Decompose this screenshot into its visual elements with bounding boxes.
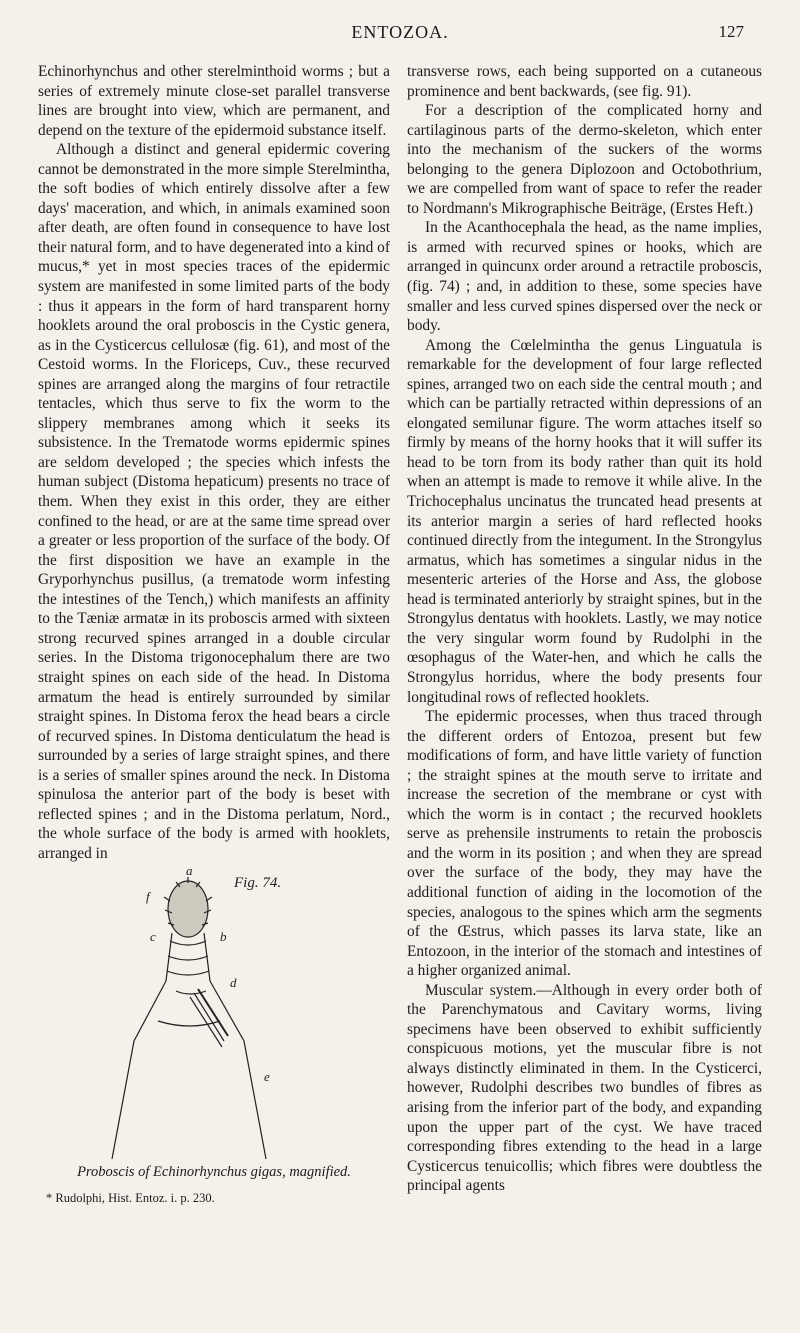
paragraph: Echinorhynchus and other sterelminthoid worms ; but a series of extremely minute close-set parallel transverse lines are brought into view, which are permanent, and depend on the texture of the epidermoid substance itself. — [38, 63, 390, 139]
paragraph: Among the Cœlelmintha the genus Linguatula is remarkable for the development of four large reflected spines, arranged two on each side the central mouth ; and which can be partially retracted within depressions of an elongated semilunar figure. The worm attaches itself so firmly by means of the horny hooks that it will suffer its head to be torn from its body rather than quit its hold when an attempt is made to remove it while alive. In the Trichocephalus uncinatus the truncated head presents at its anterior margin a series of hard reflected hooks continued directly from the integument. In the Strongylus armatus, which has sometimes a singular nidus in the mesenteric arteries of the Horse and Ass, the globose head is terminated anteriorly by straight spines, but in the Strongylus dentatus with hooklets. Lastly, we may notice the very singular worm found by Rudolphi in the œsophagus of the Water-hen, and which he calls the Strongylus horridus, where the body presents four longitudinal rows of reflected hooklets. — [407, 336, 762, 706]
figure-label-e: e — [264, 1069, 270, 1085]
figure-label-c: c — [150, 929, 156, 945]
paragraph: The epidermic processes, when thus traced through the different orders of Entozoa, present but few modifications of form, and have little variety of function ; the straight spines at the mouth serve to irritate and increase the secretion of the membrane or cyst with which the worm is in contact ; the recurved hooklets serve as prehensile instruments to retain the proboscis and the worm in its position ; and when they are spread over the surface of the body, they may have the additional function of aiding in the locomotion of the species, analogous to the spines which arm the segments of the Œstrus, which passes its larva state, like an Entozoon, in the interior of the stomach and intestines of a higher organized animal. — [407, 708, 762, 980]
figure-label-d: d — [230, 975, 237, 991]
left-column — [38, 62, 390, 1209]
right-column — [407, 62, 762, 1196]
page-number: 127 — [718, 22, 744, 41]
figure-caption: Proboscis of Echinorhynchus gigas, magnified. — [77, 1164, 351, 1181]
page-header — [0, 22, 800, 52]
footnote: * Rudolphi, Hist. Entoz. i. p. 230. — [46, 1190, 215, 1205]
paragraph: Although a distinct and general epidermic covering cannot be demonstrated in the more simple Sterelmintha, the soft bodies of which entirely dissolve after a few days' maceration, and which, in animals examined soon after death, are often found in consequence to have lost their natural form, and to have degenerated into a kind of mucus,* yet in most species traces of the epidermic system are manifested in some limited parts of the body : thus it appears in the form of hard transparent horny hooklets around the oral proboscis in the Cystic genera, as in the Cysticercus cellulosæ (fig. 61), and most of the Cestoid worms. In the Floriceps, Cuv., these recurved spines are arranged along the margins of four retractile tentacles, which thus serve to fix the worm to the slippery membranes among which it seeks its subsistence. In the Trematode worms epidermic spines are seldom developed ; the species which infests the human subject (Distoma hepaticum) presents no trace of them. When they exist in this order, they are either confined to the head, or are at the same time spread over a greater or less proportion of the surface of the body. Of the first disposition we have an example in the Gryporhynchus pusillus, (a trematode worm infesting the intestines of the Tench,) which manifests an affinity to the Tæniæ armatæ in its proboscis armed with sixteen strong recurved spines arranged in a double circular series. In the Distoma trigonocephalum there are two straight spines on each side of the head. In Distoma armatum the head is entirely surrounded by similar straight spines. In Distoma ferox the head bears a circle of recurved spines. In Distoma denticulatum the head is surrounded by a series of large straight spines, and there is a series of smaller spines around the neck. In Distoma spinulosa the anterior part of the body is beset with reflected spines ; and in the Distoma perlatum, Nord., the whole surface of the body is armed with hooklets, arranged in — [38, 141, 390, 862]
figure-74 — [38, 863, 390, 1159]
figure-label-f: f — [146, 889, 150, 905]
paragraph: Muscular system.—Although in every order both of the Parenchymatous and Cavitary worms, living specimens have been observed to exhibit sufficiently conspicuous motions, yet the muscular fibre is not always distinctly eliminated in them. In the Cysticerci, however, Rudolphi describes two bundles of fibres as arising from the inferior part of the body, and expanding upon the upper part of the cyst. We have traced corresponding fibres extending to the head in a large Cysticercus tenuicollis; which fibres were doubtless the principal agents — [407, 981, 762, 1195]
proboscis-illustration — [38, 863, 390, 1159]
paragraph: In the Acanthocephala the head, as the name implies, is armed with recurved spines or hooks, which are arranged in quincunx order around a retractile proboscis, (fig. 74) ; and, in addition to these, some species have smaller and less curved spines dispersed over the neck or body. — [407, 219, 762, 335]
figure-label-b: b — [220, 929, 227, 945]
paragraph: For a description of the complicated horny and cartilaginous parts of the dermo-skeleton, which enter into the mechanism of the suckers of the worms belonging to the genera Diplozoon and Octobothrium, we are compelled from want of space to refer the reader to Nordmann's Mikrographische Beiträge, (Erstes Heft.) — [407, 102, 762, 217]
figure-label-a: a — [186, 863, 193, 879]
running-title: ENTOZOA. — [351, 22, 449, 42]
figure-title: Fig. 74. — [234, 875, 282, 892]
paragraph: transverse rows, each being supported on a cutaneous prominence and bent backwards, (see fig. 91). — [407, 63, 762, 100]
